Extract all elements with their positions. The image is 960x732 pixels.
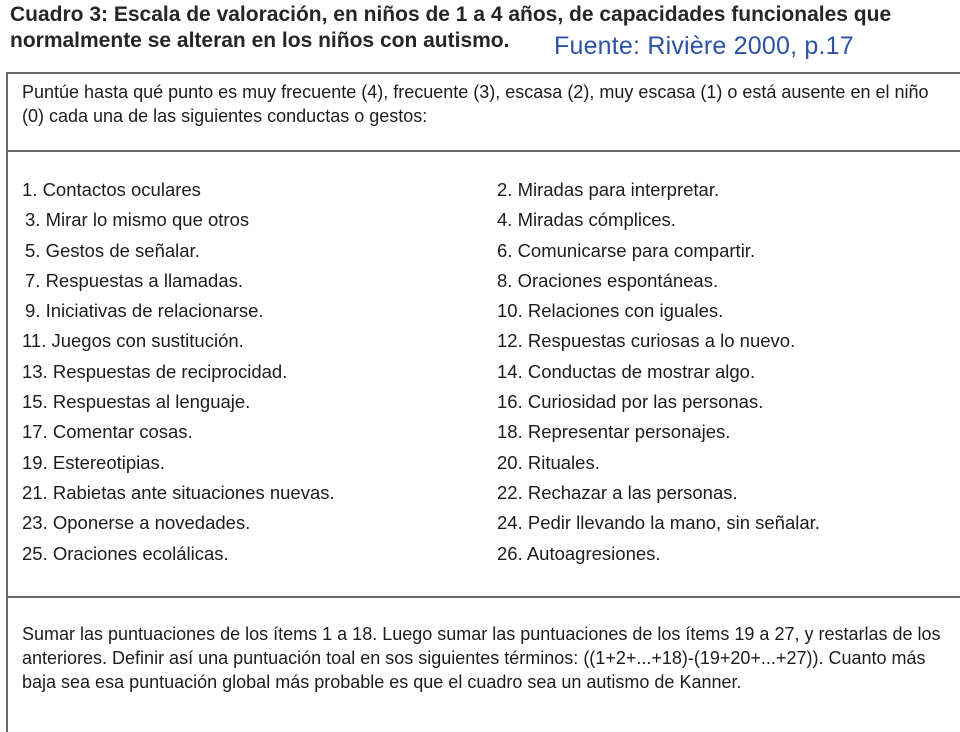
items-list	[22, 178, 942, 572]
list-item: 6. Comunicarse para compartir.	[497, 239, 756, 261]
list-item: 4. Miradas cómplices.	[497, 209, 676, 231]
list-item: 24. Pedir llevando la mano, sin señalar.	[497, 512, 820, 534]
list-item: 21. Rabietas ante situaciones nuevas.	[22, 481, 335, 503]
scoring-instructions: Sumar las puntuaciones de los ítems 1 a 18. Luego sumar las puntuaciones de los ítems 19 a 27, y restarlas de los anteriores. Definir así una puntuación toal en sos siguientes términos: ((1+2+...+18)-(19+20+...+27)). Cuanto más baja sea esa puntuación global más probable es que el cuadro sea un autismo de Kanner.	[22, 624, 941, 692]
list-item: 25. Oraciones ecolálicas.	[22, 542, 229, 564]
list-item: 11. Juegos con sustitución.	[22, 330, 244, 352]
list-item: 7. Respuestas a llamadas.	[25, 269, 244, 291]
table-title: Cuadro 3: Escala de valoración, en niños de 1 a 4 años, de capacidades funcionales que normalmente se alteran en los niños con autismo.	[10, 3, 892, 52]
instructions-text: Puntúe hasta qué punto es muy frecuente (4), frecuente (3), escasa (2), muy escasa (1) o está ausente en el niño (0) cada una de las siguientes conductas o gestos:	[22, 82, 929, 126]
list-item: 15. Respuestas al lenguaje.	[22, 391, 251, 413]
list-item: 9. Iniciativas de relacionarse.	[25, 300, 264, 322]
list-item: 3. Mirar lo mismo que otros	[25, 209, 250, 231]
list-item: 23. Oponerse a novedades.	[22, 512, 251, 534]
list-item: 22. Rechazar a las personas.	[497, 481, 738, 503]
list-item: 18. Representar personajes.	[497, 421, 731, 443]
list-item: 16. Curiosidad por las personas.	[497, 391, 764, 413]
section-divider-top	[6, 150, 960, 152]
list-item: 13. Respuestas de reciprocidad.	[22, 360, 288, 382]
list-item: 1. Contactos oculares	[22, 179, 201, 200]
list-item: 8. Oraciones espontáneas.	[497, 269, 719, 291]
list-item: 26. Autoagresiones.	[497, 542, 661, 564]
list-item: 20. Rituales.	[497, 451, 600, 473]
list-item: 5. Gestos de señalar.	[25, 239, 200, 261]
list-item: 10. Relaciones con iguales.	[497, 300, 724, 322]
list-item: 14. Conductas de mostrar algo.	[497, 360, 756, 382]
list-item: 17. Comentar cosas.	[22, 421, 193, 443]
list-item: 19. Estereotipias.	[22, 451, 165, 473]
section-divider-bottom	[6, 596, 960, 598]
list-item: 12. Respuestas curiosas a lo nuevo.	[497, 330, 796, 352]
list-item: 2. Miradas para interpretar.	[497, 179, 720, 200]
source-caption: Fuente: Rivière 2000, p.17	[550, 32, 858, 61]
